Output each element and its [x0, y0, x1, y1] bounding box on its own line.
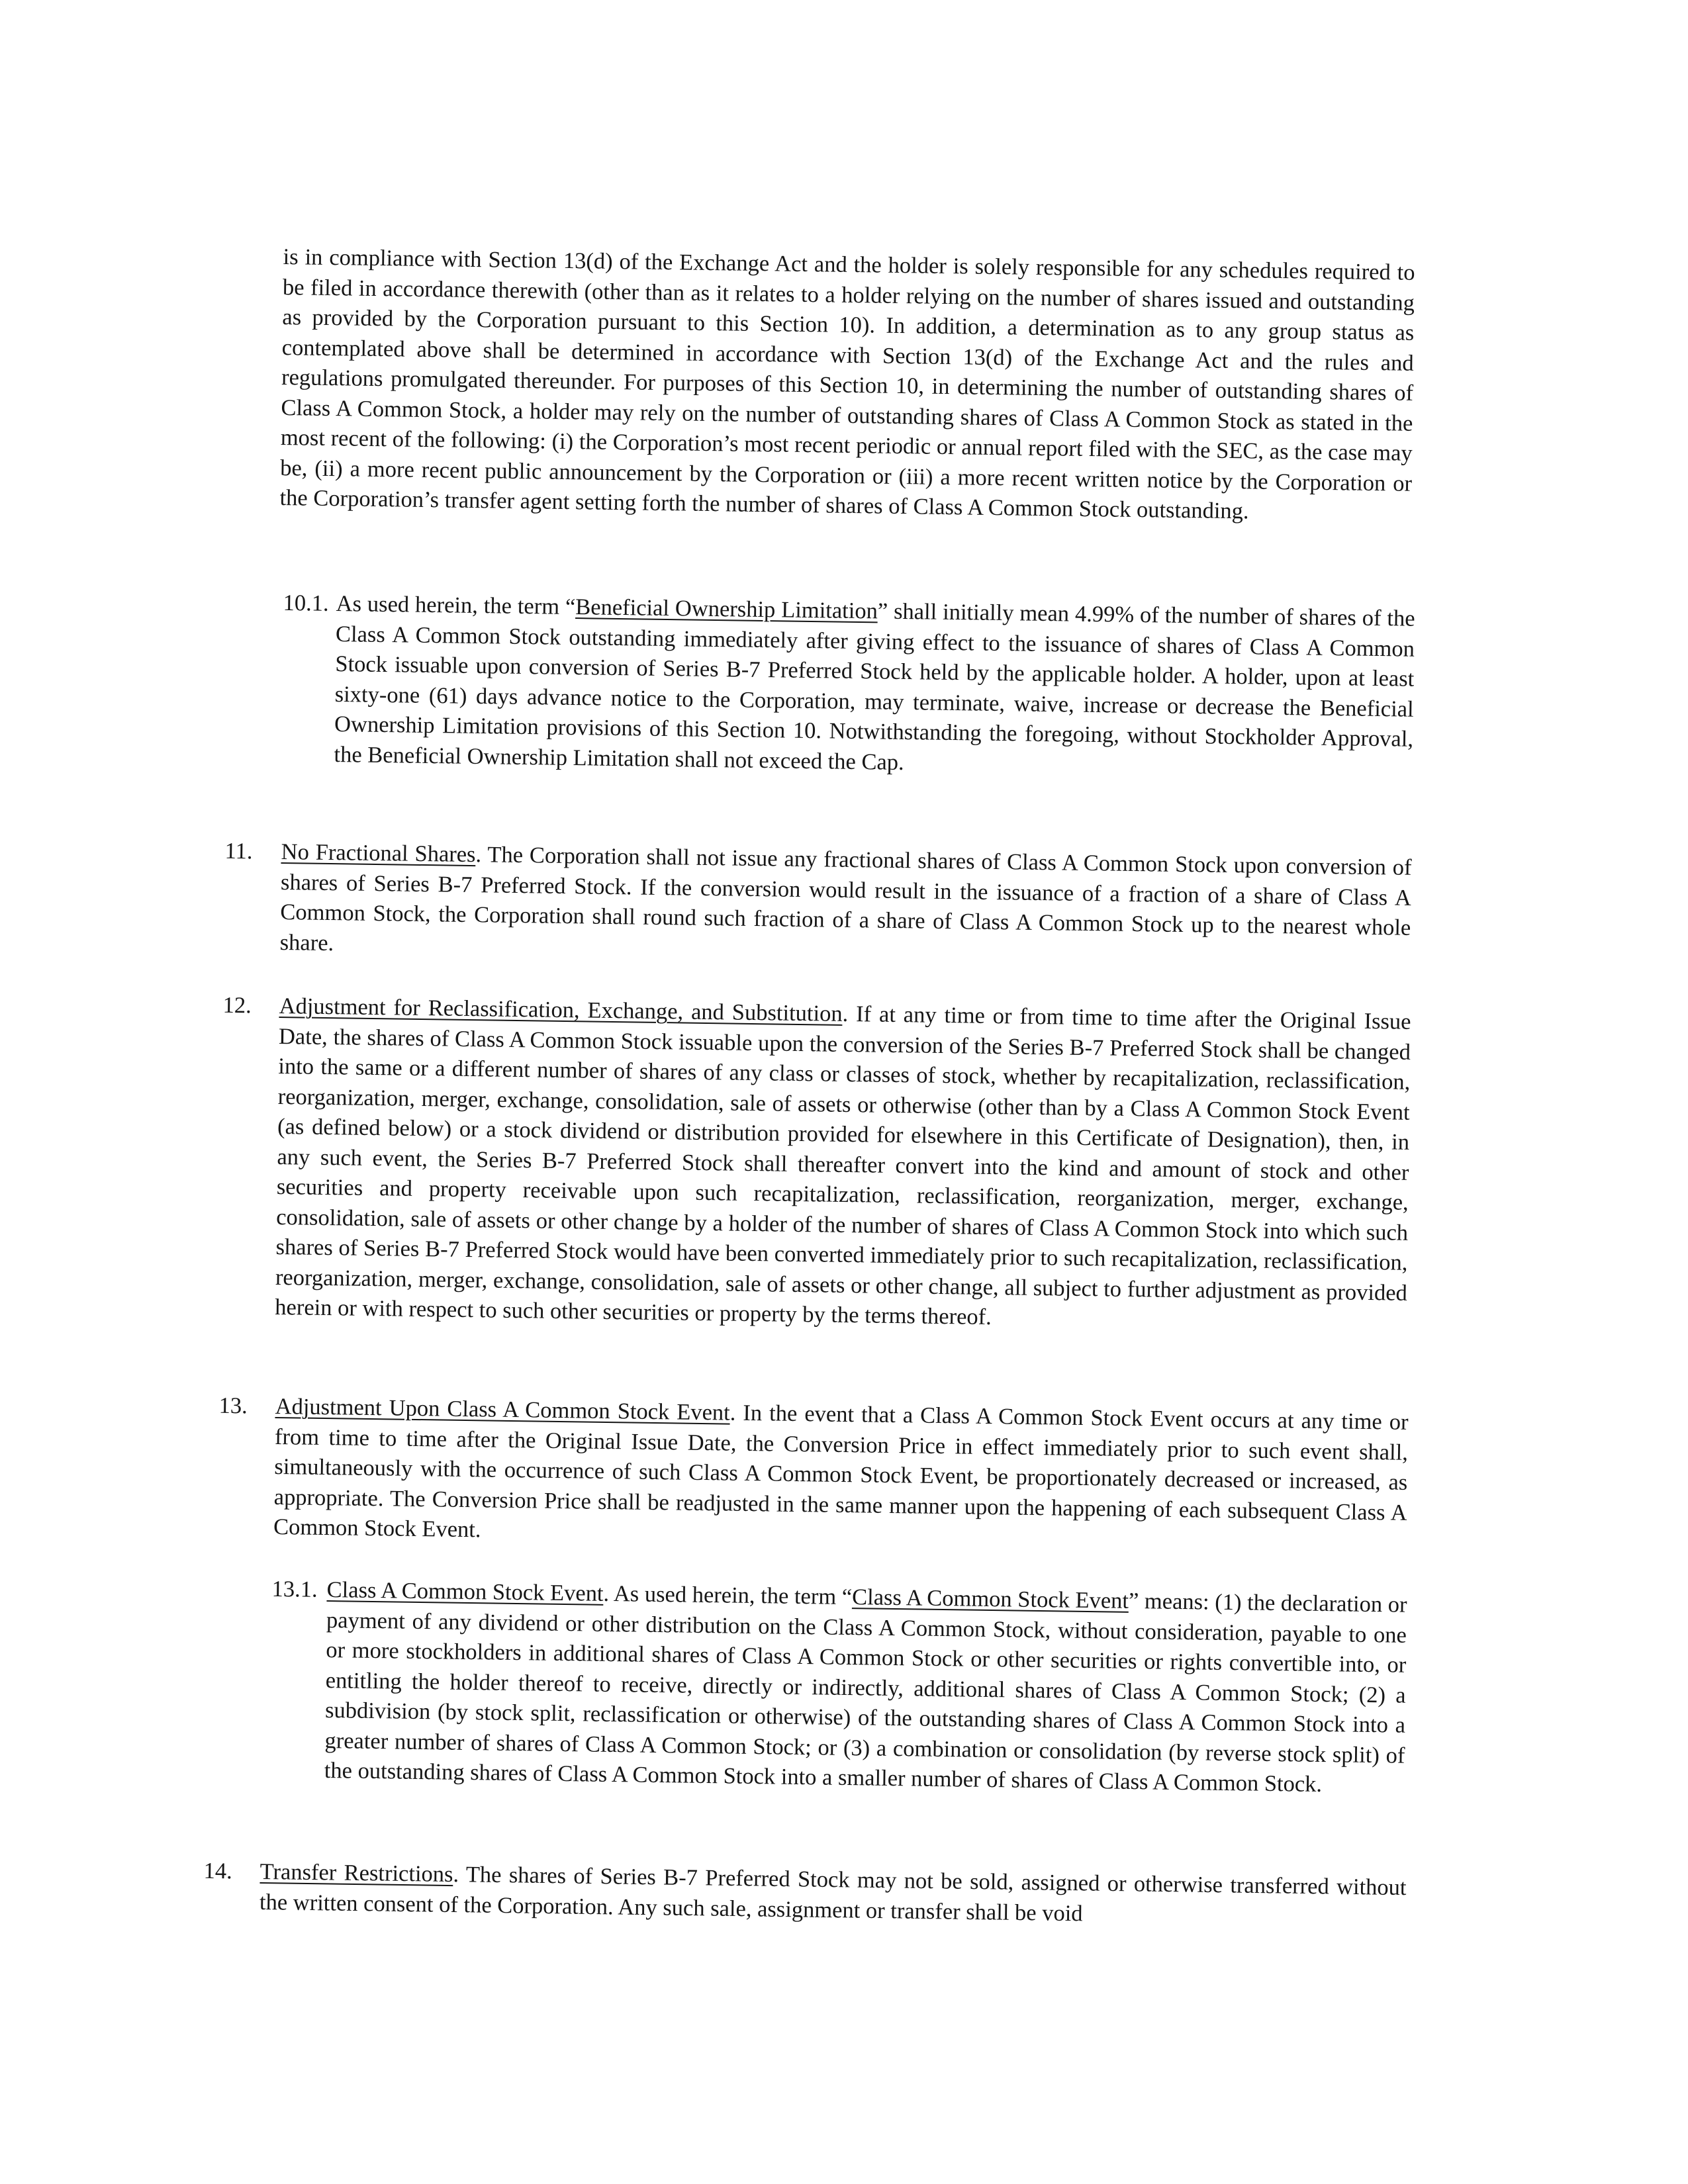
section-number: 14. — [203, 1858, 233, 1884]
section-text: ” shall initially mean 4.99% of the number of shares of the Class A Common Stock outstanding immediately after giving effect to the issuance of shares of Class A Common Stock issuable upon conversion of Series B-7 Preferred Stock held by the applicable holder. A holder, upon at least sixty-one (61) days advance notice to the Corporation, may terminate, waive, increase or decrease the Beneficial Ownership Limitation provisions of this Section 10. Notwithstanding the foregoing, without Stockholder Approval, the Beneficial Ownership Limitation shall not exceed the Cap. — [334, 598, 1415, 775]
section-heading: No Fractional Shares — [281, 839, 476, 868]
section-text: . As used herein, the term “ — [603, 1580, 853, 1610]
section-heading: Adjustment for Reclassification, Exchange, and Substitution — [279, 993, 843, 1026]
defined-term: Beneficial Ownership Limitation — [575, 594, 878, 624]
section-text: ” means: (1) the declaration or payment of any dividend or other distribution on the Class A Common Stock, without consideration, payable to one or more stockholders in additional shares of Class A Common Stock or other securities or rights convertible into, or entitling the holder thereof to receive, directly or indirectly, additional shares of Class A Common Stock; (2) a subdivision (by stock split, reclassification or otherwise) of the outstanding shares of Class A Common Stock into a greater number of shares of Class A Common Stock; or (3) a combination or consolidation (by reverse stock split) of the outstanding shares of Class A Common Stock into a smaller number of shares of Class A Common Stock. — [324, 1588, 1407, 1797]
section-number: 10.1. — [283, 590, 329, 616]
section-heading: Class A Common Stock Event — [326, 1576, 604, 1606]
section-text: . The Corporation shall not issue any fractional shares of Class A Common Stock upon conversion of shares of Series B-7 Preferred Stock. If the conversion would result in the issuance of a fraction of a share of Class A Common Stock, the Corporation shall round such fraction of a share of Class A Common Stock up to the nearest whole share. — [279, 842, 1412, 956]
section-heading: Transfer Restrictions — [259, 1858, 453, 1888]
defined-term: Class A Common Stock Event — [851, 1584, 1129, 1614]
section-12 — [222, 991, 1411, 1338]
section-10-1 — [283, 589, 1415, 785]
section-number: 13. — [218, 1392, 248, 1419]
section-text: . The shares of Series B-7 Preferred Stock may not be sold, assigned or otherwise transferred without the written consent of the Corporation. Any such sale, assignment or transfer shall be void — [259, 1862, 1407, 1926]
section-text: . In the event that a Class A Common Stock Event occurs at any time or from time to time after the Original Issue Date, the Conversion Price in effect immediately prior to such event shall, simultaneously with the occurrence of such Class A Common Stock Event, be proportionately decreased or increased, as appropriate. The Conversion Price shall be readjusted in the same manner upon the happening of each subsequent Class A Common Stock Event. — [273, 1400, 1409, 1543]
section-text: . If at any time or from time to time after the Original Issue Date, the shares of Class A Common Stock issuable upon the conversion of the Series B-7 Preferred Stock shall be changed into the same or a different number of shares of any class or classes of stock, whether by recapitalization, reclassification, reorganization, merger, exchange, consolidation, sale of assets or otherwise (other than by a Class A Common Stock Event (as defined below) or a stock dividend or distribution provided for elsewhere in this Certificate of Designation), then, in any such event, the Series B-7 Preferred Stock shall thereafter convert into the kind and amount of stock and other securities and property receivable upon such recapitalization, reclassification, reorganization, merger, exchange, consolidation, sale of assets or other change by a holder of the number of shares of Class A Common Stock into which such shares of Series B-7 Preferred Stock would have been converted immediately prior to such recapitalization, reclassification, reorganization, merger, exchange, consolidation, sale of assets or other change, all subject to further adjustment as provided herein or with respect to such other securities or property by the terms thereof. — [275, 1001, 1411, 1330]
section-text: As used herein, the term “ — [336, 590, 576, 620]
section-10-continuation: is in compliance with Section 13(d) of the Exchange Act and the holder is solely responsible for any schedules required to be filed in accordance therewith (other than as it relates to a holder relying on the number of shares issued and outstanding as provided by the Corporation pursuant to this Section 10). In addition, a determination as to any group status as contemplated above shall be determined in accordance with Section 13(d) of the Exchange Act and the rules and regulations promulgated thereunder. For purposes of this Section 10, in determining the number of outstanding shares of Class A Common Stock, a holder may rely on the number of outstanding shares of Class A Common Stock as stated in the most recent of the following: (i) the Corporation’s most recent periodic or annual report filed with the SEC, as the case may be, (ii) a more recent public announcement by the Corporation or (iii) a more recent written notice by the Corporation or the Corporation’s transfer agent setting forth the number of shares of Class A Common Stock outstanding. — [279, 244, 1415, 524]
section-heading: Adjustment Upon Class A Common Stock Event — [275, 1393, 731, 1426]
section-13 — [218, 1392, 1409, 1558]
section-number: 13.1. — [271, 1576, 318, 1602]
section-number: 12. — [222, 992, 252, 1019]
section-11 — [224, 837, 1412, 974]
section-14 — [203, 1857, 1407, 1933]
section-13-1 — [271, 1575, 1407, 1801]
section-number: 11. — [224, 838, 253, 864]
